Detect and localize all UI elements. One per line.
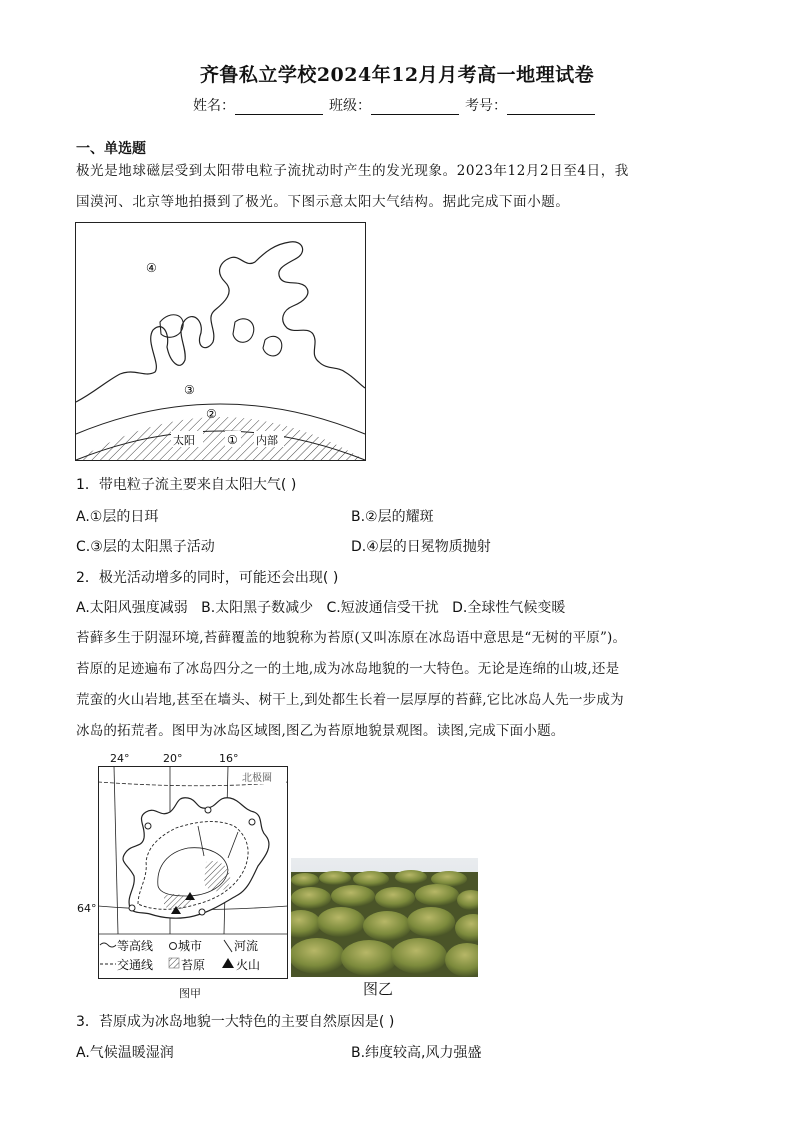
- city-icon: [129, 905, 135, 911]
- passage-2-line: 冰岛的拓荒者。图甲为冰岛区域图,图乙为苔原地貌景观图。读图,完成下面小题。: [76, 723, 565, 739]
- layer-1-label: ①: [227, 433, 238, 447]
- layer-2-label: ②: [206, 407, 217, 421]
- question-1-stem: 1．带电粒子流主要来自太阳大气( ): [76, 477, 297, 493]
- exam-no-blank[interactable]: [507, 100, 595, 115]
- q1-option-c[interactable]: C.③层的太阳黑子活动: [76, 539, 215, 555]
- passage-2-line: 荒蛮的火山岩地,甚至在墙头、树干上,到处都生长着一层厚厚的苔藓,它比冰岛人先一步成为: [76, 692, 624, 708]
- layer-3-label: ③: [184, 383, 195, 397]
- exam-no-label: 考号：: [465, 98, 507, 114]
- legend-tundra-label: 苔原: [181, 958, 206, 972]
- class-label: 班级：: [329, 98, 371, 114]
- section-title: 一、单选题: [76, 141, 146, 157]
- q1-option-b[interactable]: B.②层的耀斑: [351, 509, 434, 525]
- tundra-photo: [291, 858, 478, 977]
- passage-2-line: 苔藓多生于阴湿环境,苔藓覆盖的地貌称为苔原(又叫冻原在冰岛语中意思是“无树的平原”)。: [76, 630, 627, 646]
- arctic-circle-label: 北极圈: [242, 773, 272, 784]
- legend-contour-label: 等高线: [117, 939, 154, 953]
- question-2-stem: 2．极光活动增多的同时，可能还会出现( ): [76, 570, 339, 586]
- q1-option-a[interactable]: A.①层的日珥: [76, 509, 159, 525]
- student-info-line: [0, 95, 794, 115]
- name-blank[interactable]: [235, 100, 323, 115]
- name-label: 姓名：: [193, 98, 235, 114]
- iceland-map: [98, 766, 288, 979]
- sun-label: 太阳: [173, 434, 195, 447]
- city-icon: [249, 819, 255, 825]
- legend-volcano-label: 火山: [236, 958, 261, 972]
- city-legend-icon: [170, 943, 177, 950]
- city-icon: [145, 823, 151, 829]
- lon-16-label: 16°: [219, 752, 239, 765]
- q3-option-b[interactable]: B.纬度较高,风力强盛: [351, 1045, 482, 1061]
- legend-road-label: 交通线: [117, 958, 154, 972]
- city-icon: [199, 909, 205, 915]
- tundra-legend-icon: [169, 958, 179, 968]
- class-blank[interactable]: [371, 100, 459, 115]
- passage-1-line: 国漠河、北京等地拍摄到了极光。下图示意太阳大气结构。据此完成下面小题。: [76, 194, 570, 210]
- passage-1: [76, 156, 721, 218]
- q2-options[interactable]: A.太阳风强度减弱 B.太阳黑子数减少 C.短波通信受干扰 D.全球性气候变暖: [76, 600, 566, 616]
- question-3-stem: 3．苔原成为冰岛地貌一大特色的主要自然原因是( ): [76, 1014, 395, 1030]
- q3-option-a[interactable]: A.气候温暖湿润: [76, 1045, 174, 1061]
- passage-2-line: 苔原的足迹遍布了冰岛四分之一的土地,成为冰岛地貌的一大特色。无论是连绵的山坡,还是: [76, 661, 620, 677]
- legend-city-label: 城市: [178, 939, 203, 953]
- lon-20-label: 20°: [163, 752, 183, 765]
- page-title: 齐鲁私立学校2024年12月月考高一地理试卷: [199, 64, 595, 86]
- passage-2: [76, 623, 726, 747]
- layer-4-label: ④: [146, 261, 157, 275]
- passage-1-line: 极光是地球磁层受到太阳带电粒子流扰动时产生的发光现象。2023年12月2日至4日，我: [76, 163, 629, 179]
- city-icon: [205, 807, 211, 813]
- photo-caption: 图乙: [363, 980, 394, 998]
- map-caption: 图甲: [179, 987, 201, 1000]
- q1-option-d[interactable]: D.④层的日冕物质抛射: [351, 539, 491, 555]
- solar-atmosphere-figure: [75, 222, 366, 461]
- interior-label: 内部: [256, 434, 278, 447]
- legend-river-label: 河流: [234, 939, 259, 953]
- lat-64-label: 64°: [77, 902, 97, 915]
- lon-24-label: 24°: [110, 752, 130, 765]
